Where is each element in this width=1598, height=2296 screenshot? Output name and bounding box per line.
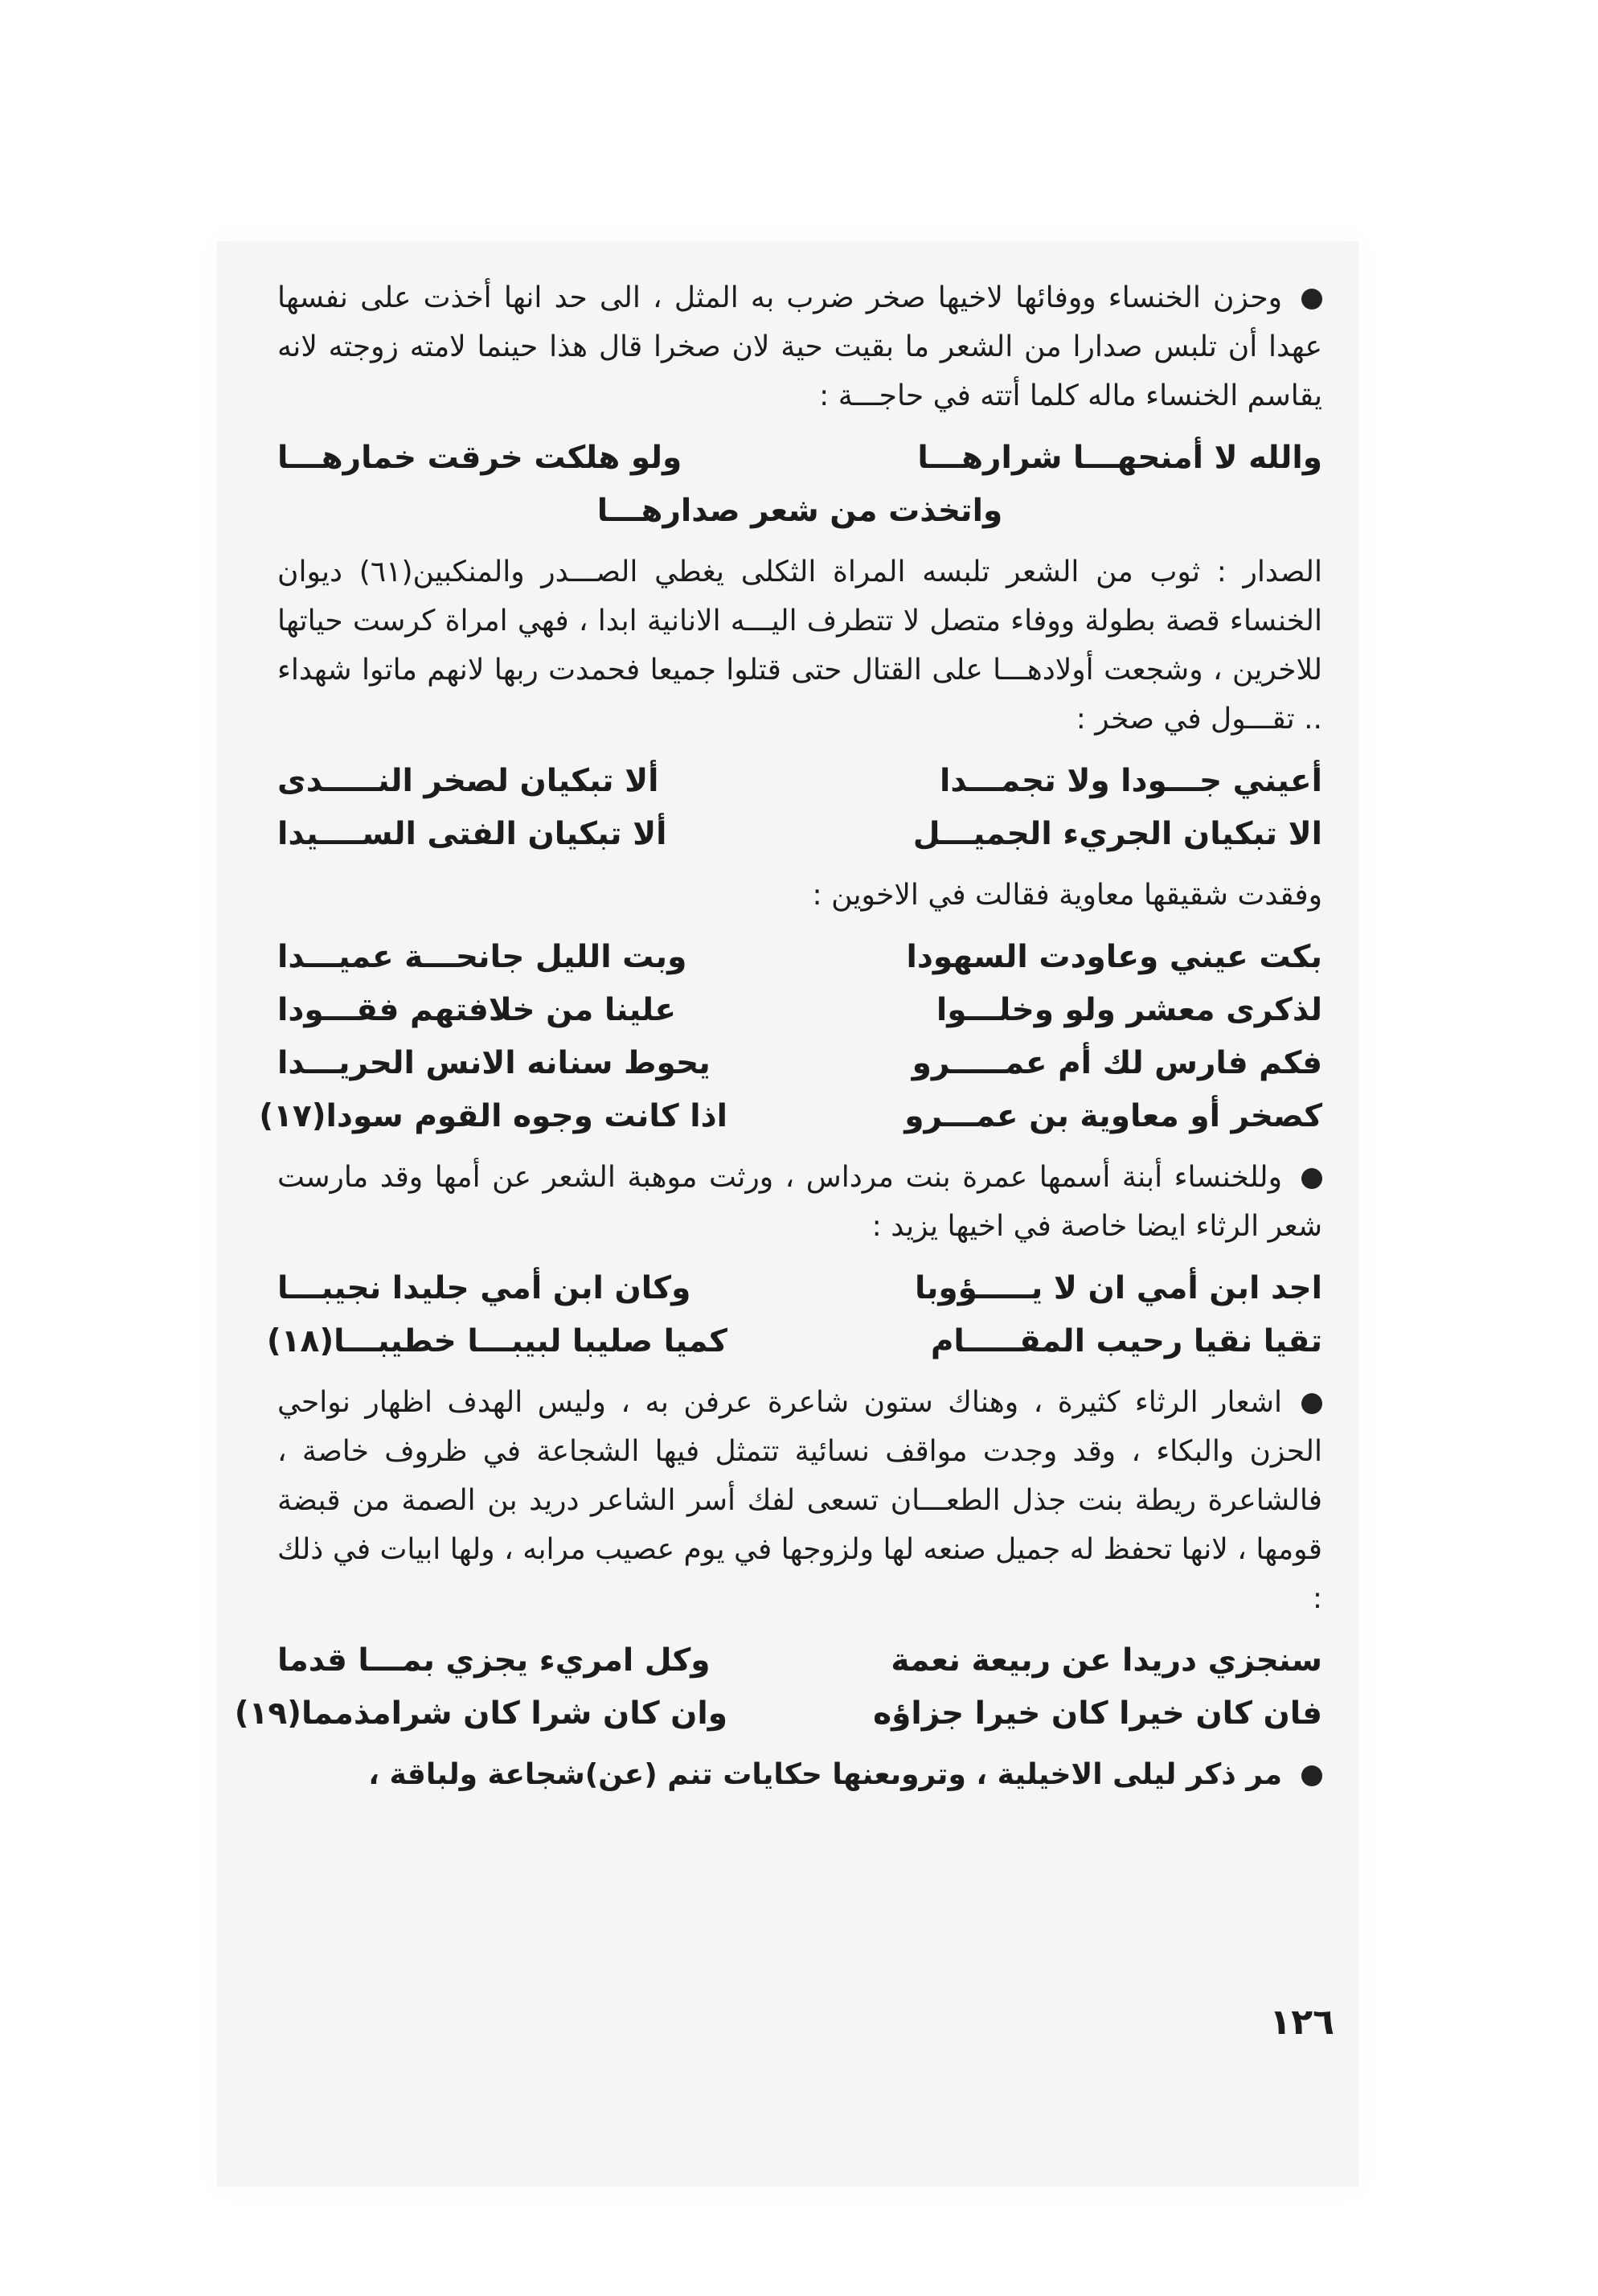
poem-line [277,1262,1322,1315]
poem-hemistich-second: ألا تبكيان لصخر النـــــدى [277,763,659,799]
paragraph-ritha [277,1378,1322,1623]
poem-hemistich-second: وبت الليل جانحـــة عميـــدا [277,939,687,975]
paragraph-khansa-grief [277,273,1322,420]
bullet-icon [1301,1393,1322,1414]
poem-hemistich-first: بكت عيني وعاودت السهودا [906,939,1322,975]
paragraph-sadar-definition: الصدار : ثوب من الشعر تلبسه المراة الثكلى يغطي الصـــدر والمنكبين(٦١) ديوان الخنساء قصة بطولة ووفاء متصل لا تتطرف اليـــه الانانية ابدا ، فهي امراة كرست حياتها للاخرين ، وشجعت أولادهـــا على القتال حتى قتلوا جميعا فحمدت ربها لانهم ماتوا شهداء .. تقـــول في صخر : [277,556,1322,736]
poem-hemistich-first: الا تبكيان الجريء الجميـــل [912,816,1322,852]
poem-line [266,1315,1322,1368]
poem-line [259,1090,1322,1143]
paragraph-layla [277,1750,1322,1799]
poem-sanajzi [234,1634,1322,1740]
poem-aynayya [277,755,1322,861]
poem-hemistich-second: كميا صليبا لبيبـــا خطيبـــا(١٨) [266,1323,727,1359]
poem-hemistich-second: يحوط سنانه الانس الحريـــدا [277,1045,711,1081]
poem-hemistich-first: أعيني جـــودا ولا تجمـــدا [939,763,1322,799]
paragraph-text: اشعار الرثاء كثيرة ، وهناك ستون شاعرة عرفن به ، وليس الهدف اظهار نواحي الحزن والبكاء ، وقد وجدت مواقف نسائية تتمثل فيها الشجاعة في ظروف خاصة ، فالشاعرة ريطة بنت جذل الطعـــان تسعى لفك أسر الشاعر دريد بن الصمة من قبضة قومها ، لانها تحفظ له جميل صنعه لها ولزوجها في يوم عصيب مرابه ، ولها ابيات في ذلك : [277,1386,1322,1615]
poem-hemistich-first: والله لا أمنحهـــا شرارهـــا [917,440,1322,476]
poem-line [277,1634,1322,1687]
poem-bakat [259,931,1322,1143]
paragraph-muawiya: وفقدت شقيقها معاوية فقالت في الاخوين : [812,879,1322,912]
poem-hemistich-first: سنجزي دريدا عن ربيعة نعمة [891,1642,1322,1679]
poem-hemistich-first: كصخر أو معاوية بن عمـــرو [904,1098,1322,1134]
poem-hemistich-first: لذكرى معشر ولو وخلـــوا [936,992,1322,1028]
paragraph-text: مر ذكر ليلى الاخيلية ، وتروىعنها حكايات تنم (عن)شجاعة ولباقة ، [368,1758,1282,1791]
poem-hemistich-first: فكم فارس لك أم عمـــــرو [912,1045,1322,1081]
poem-line [277,1037,1322,1090]
poem-line [277,432,1322,485]
poem-hemistich-second: وكان ابن أمي جليدا نجيبـــا [277,1270,691,1306]
poem-hemistich-second: وان كان شرا كان شرامذمما(١٩) [234,1695,727,1732]
poem-hemistich-first: تقيا نقيا رحيب المقـــــام [930,1323,1322,1359]
poem-line-centered: واتخذت من شعر صدارهـــا [596,493,1003,529]
poem-line [277,755,1322,808]
poem-line [277,931,1322,984]
poem-ibn-ummi [266,1262,1322,1368]
poem-hemistich-first: فان كان خيرا كان خيرا جزاؤه [873,1695,1322,1732]
paragraph-text: وللخنساء أبنة أسمها عمرة بنت مرداس ، ورثت موهبة الشعر عن أمها وقد مارست شعر الرثاء ايضا خاصة في اخيها يزيد : [277,1161,1322,1243]
poem-line [277,984,1322,1037]
poem-hemistich-second: علينا من خلافتهم فقـــودا [277,992,676,1028]
poem-hemistich-first: اجد ابن أمي ان لا يـــــؤوبا [915,1270,1322,1306]
bullet-icon [1301,289,1322,310]
page-body [234,273,1322,1799]
paragraph-amra [277,1153,1322,1251]
page-number: ١٢٦ [1269,2002,1334,2043]
paragraph-text: وحزن الخنساء ووفائها لاخيها صخر ضرب به المثل ، الى حد انها أخذت على نفسها عهدا أن تلبس صدارا من الشعر ما بقيت حية لان صخرا قال هذا حينما لامته زوجته لانه يقاسم الخنساء ماله كلما أتته في حاجـــة : [277,281,1322,412]
poem-hemistich-second: ولو هلكت خرقت خمارهـــا [277,440,682,476]
poem-sadar [277,432,1322,538]
poem-line [234,1687,1322,1740]
poem-hemistich-second: ألا تبكيان الفتى الســــيدا [277,816,667,852]
poem-hemistich-second: وكل امريء يجزي بمـــا قدما [277,1642,711,1679]
poem-hemistich-second: اذا كانت وجوه القوم سودا(١٧) [259,1098,727,1134]
bullet-icon [1301,1765,1322,1786]
poem-line [277,808,1322,861]
bullet-icon [1301,1168,1322,1189]
